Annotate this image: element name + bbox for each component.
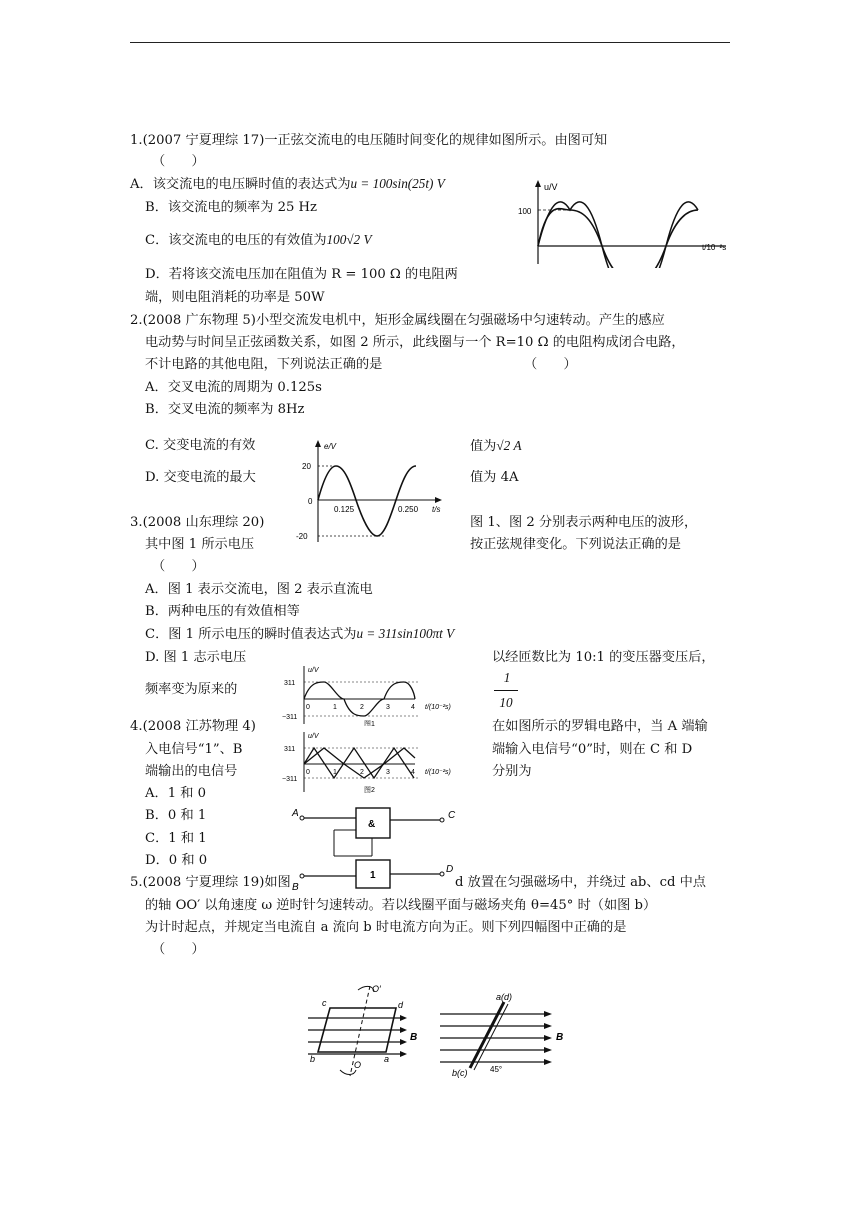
q2-line1: 2.(2008 广东物理 5)小型交流发电机中，矩形金属线圈在匀强磁场中匀速转动。产生的感应 (130, 313, 665, 328)
q5-fig-b-label-ad: a(d) (496, 992, 513, 1002)
q3-fig2-tick-0: 0 (306, 769, 310, 776)
q4-line3-right: 分别为 (492, 764, 532, 779)
q1-option-c-expr: 100√2 V (326, 232, 372, 247)
q1-graph-ytick: 100 (518, 207, 532, 216)
q3-fig2-ybot: −311 (282, 776, 298, 783)
q3-fig2-xlabel: t/(10⁻²s) (425, 769, 451, 776)
q4-line3-left: 端输出的电信号 (145, 764, 238, 779)
q1-graph-xlabel: t/10⁻²s (702, 243, 727, 252)
q2-option-c-right (470, 436, 522, 457)
q4-logic-circuit (290, 802, 460, 892)
q2-graph-xlabel: t/s (432, 505, 441, 514)
q4-not-gate-label: 1 (370, 870, 376, 881)
q5-line3: 为计时起点，并规定当电流自 a 流向 b 时电流方向为正。则下列四幅图中正确的是 (145, 920, 627, 935)
q1-option-d-line1: D．若将该交流电压加在阻值为 R = 100 Ω 的电阻两 (145, 267, 458, 282)
q2-option-c-left: C. 交变电流的有效 (145, 438, 256, 453)
q2-graph-xtick-2: 0.250 (398, 505, 419, 514)
q2-graph-ytick-bottom: -20 (296, 532, 308, 541)
q3-fig2-tick-2: 2 (360, 769, 364, 776)
q5-line2: 的轴 OO′ 以角速度 ω 逆时针匀速转动。若以线圈平面与磁场夹角 θ=45° 时（如图 b） (145, 898, 657, 913)
q3-fraction-bar (494, 690, 518, 691)
q2-graph-ytick-top: 20 (302, 462, 311, 471)
q3-option-c (145, 624, 454, 645)
q5-line1-left: 5.(2008 宁夏理综 19)如图 (130, 875, 291, 890)
q3-option-c-text: C．图 1 所示电压的瞬时值表达式为 (145, 627, 357, 642)
q1-option-c-text: C．该交流电的电压的有效值为 (145, 233, 327, 248)
q5-fig-a-label-b: b (310, 1054, 316, 1064)
q3-fig1-ybot: −311 (282, 714, 298, 721)
q4-terminal-b: B (292, 882, 299, 892)
q5-fig-b-label-field: B (556, 1032, 564, 1043)
q3-fig1-tick-1: 1 (333, 704, 337, 711)
q3-fig2-tick-4: 4 (411, 769, 415, 776)
q5-answer-paren: （ ） (152, 942, 205, 957)
q2-option-d-left: D. 交变电流的最大 (145, 470, 256, 485)
q3-fig1-xlabel: t/(10⁻²s) (425, 704, 451, 711)
q3-fig1-ytop: 311 (284, 680, 296, 687)
q3-option-c-expr: u = 311sin100πt V (356, 626, 455, 641)
q5-line1-right: d 放置在匀强磁场中，并绕过 ab、cd 中点 (455, 875, 706, 890)
q3-fig1-tick-3: 3 (386, 704, 390, 711)
q2-option-c-right-text: 值为 (470, 439, 497, 454)
q1-option-a-expr: u = 100sin(25t) V (350, 176, 445, 191)
q3-fig1-ylabel: u/V (308, 667, 319, 674)
q3-option-a: A．图 1 表示交流电，图 2 表示直流电 (145, 582, 373, 597)
q5-fig-a-label-a: a (384, 1054, 390, 1064)
q5-fig-b-label-bc: b(c) (452, 1068, 468, 1078)
q1-header: 1.(2007 宁夏理综 17)一正弦交流电的电压随时间变化的规律如图所示。由图可知 (130, 133, 608, 148)
q1-graph-ylabel: u/V (544, 182, 558, 192)
q1-option-a (130, 174, 445, 195)
q1-option-a-text: A．该交流电的电压瞬时值的表达式为 (130, 177, 351, 192)
q2-sine-graph (290, 438, 460, 544)
q4-line2-left: 入电信号“1”、B (145, 742, 243, 757)
q2-line2: 电动势与时间呈正弦函数关系，如图 2 所示，此线圈与一个 R=10 Ω 的电阻构成闭合电路， (145, 335, 685, 350)
q4-line1-right: 在如图所示的罗辑电路中，当 A 端输 (492, 719, 708, 734)
q5-fig-a-label-o: O (354, 1060, 362, 1070)
q2-graph-xtick-1: 0.125 (334, 505, 355, 514)
q4-line2-right: 端输入电信号“0”时，则在 C 和 D (492, 742, 693, 757)
q5-fig-a-label-o-prime: O′ (372, 984, 381, 994)
q3-answer-paren: （ ） (152, 559, 205, 574)
q3-fig2-tick-3: 3 (386, 769, 390, 776)
q4-option-b: B．0 和 1 (145, 808, 207, 823)
q3-line2-left: 其中图 1 所示电压 (145, 537, 255, 552)
q3-option-b: B．两种电压的有效值相等 (145, 604, 300, 619)
q1-option-b: B．该交流电的频率为 25 Hz (145, 200, 317, 215)
q3-line1-left: 3.(2008 山东理综 20) (130, 515, 265, 530)
q2-answer-paren: （ ） (524, 357, 577, 372)
q2-graph-ylabel: e/V (324, 442, 337, 451)
q4-option-d: D．0 和 0 (145, 853, 208, 868)
q4-terminal-d: D (446, 864, 454, 875)
q1-sine-graph (516, 178, 730, 268)
q3-figure-2 (280, 728, 480, 794)
q3-fig2-ylabel: u/V (308, 733, 319, 740)
q1-option-c (145, 230, 372, 251)
q3-line2-right: 按正弦规律变化。下列说法正确的是 (470, 537, 681, 552)
q3-fig1-tick-2: 2 (360, 704, 364, 711)
q1-option-d-line2: 端，则电阻消耗的功率是 50W (145, 290, 325, 305)
q5-fig-a-label-b-field: B (410, 1032, 418, 1043)
q2-option-c-expr: √2 A (496, 438, 522, 453)
q4-terminal-c: C (448, 810, 456, 821)
q2-graph-origin: 0 (308, 497, 313, 506)
q5-fig-a-label-c: c (322, 998, 327, 1008)
q3-fig1-tick-0: 0 (306, 704, 310, 711)
q4-and-gate-label: & (368, 819, 376, 830)
q3-fig1-caption: 图1 (364, 721, 375, 726)
q3-fraction-numerator: 1 (503, 670, 511, 685)
q2-option-b: B．交叉电流的频率为 8Hz (145, 402, 305, 417)
q5-fig-b-label-angle: 45° (490, 1065, 503, 1074)
q4-line1-left: 4.(2008 江苏物理 4) (130, 719, 256, 734)
q3-option-d-right: 以经匝数比为 10:1 的变压器变压后， (492, 650, 715, 665)
q3-option-d-line2: 频率变为原来的 (145, 682, 238, 697)
header-rule (130, 42, 730, 43)
q2-option-a: A．交叉电流的周期为 0.125s (145, 380, 322, 395)
q4-option-c: C．1 和 1 (145, 831, 207, 846)
q3-option-d-left: D. 图 1 志示电压 (145, 650, 247, 665)
q4-option-a: A．1 和 0 (145, 786, 207, 801)
q3-line1-right: 图 1、图 2 分别表示两种电压的波形， (470, 515, 698, 530)
q1-answer-paren: （ ） (152, 154, 205, 169)
q2-line3: 不计电路的其他电阻，下列说法正确的是 (145, 357, 383, 372)
q3-fig2-ytop: 311 (284, 746, 296, 753)
q5-figure-a (304, 978, 424, 1078)
q3-fig2-caption: 图2 (364, 787, 375, 794)
q3-fig2-tick-1: 1 (333, 769, 337, 776)
q3-fig1-tick-4: 4 (411, 704, 415, 711)
q2-option-d-right: 值为 4A (470, 470, 519, 485)
q5-figure-b (438, 990, 568, 1080)
q5-fig-a-label-d: d (398, 1000, 404, 1010)
q3-figure-1 (280, 662, 480, 726)
q4-terminal-a: A (292, 808, 299, 819)
q3-fraction-denominator: 10 (499, 695, 513, 710)
